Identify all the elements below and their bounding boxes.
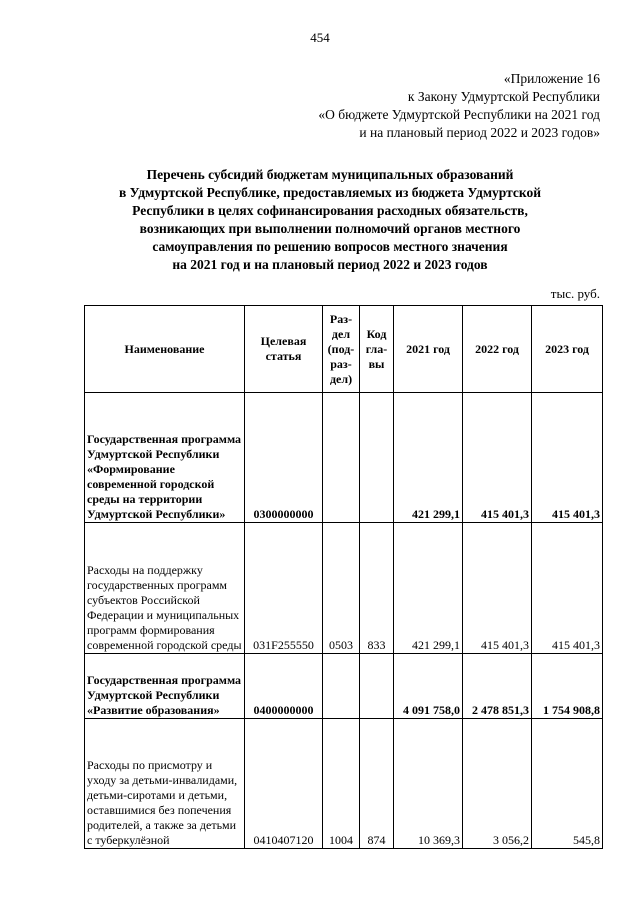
header-year-2021: 2021 год xyxy=(394,306,463,393)
cell-section xyxy=(323,393,360,523)
cell-year-2023: 415 401,3 xyxy=(532,393,603,523)
cell-year-2023: 415 401,3 xyxy=(532,523,603,654)
cell-year-2023: 545,8 xyxy=(532,719,603,849)
document-title xyxy=(70,166,590,274)
cell-year-2023: 1 754 908,8 xyxy=(532,654,603,719)
cell-target-article: 0300000000 xyxy=(245,393,323,523)
units-label: тыс. руб. xyxy=(550,286,600,301)
cell-name: Государственная программа Удмуртской Республики «Развитие образования» xyxy=(85,654,245,719)
cell-section: 0503 xyxy=(323,523,360,654)
cell-year-2021: 421 299,1 xyxy=(394,393,463,523)
header-year-2022: 2022 год xyxy=(463,306,532,393)
appendix-line: «О бюджете Удмуртской Республики на 2021 год xyxy=(318,107,600,122)
cell-year-2022: 415 401,3 xyxy=(463,393,532,523)
cell-chapter-code: 874 xyxy=(360,719,394,849)
subsidies-table xyxy=(84,305,603,849)
table-header-row xyxy=(85,306,603,393)
cell-year-2022: 3 056,2 xyxy=(463,719,532,849)
cell-chapter-code xyxy=(360,654,394,719)
appendix-line: к Закону Удмуртской Республики xyxy=(407,89,600,104)
cell-year-2022: 415 401,3 xyxy=(463,523,532,654)
title-line: на 2021 год и на плановый период 2022 и 2023 годов xyxy=(172,257,488,272)
cell-name: Расходы по присмотру и уходу за детьми-инвалидами, детьми-сиротами и детьми, оставшимися без попечения родителей, а также за детьми с туберкулёзной xyxy=(85,719,245,849)
cell-year-2021: 421 299,1 xyxy=(394,523,463,654)
title-line: самоуправления по решению вопросов местного значения xyxy=(152,239,508,254)
cell-year-2021: 10 369,3 xyxy=(394,719,463,849)
table-row xyxy=(85,393,603,523)
appendix-line: «Приложение 16 xyxy=(503,71,600,86)
header-name: Наименование xyxy=(85,306,245,393)
cell-chapter-code xyxy=(360,393,394,523)
cell-name: Расходы на поддержку государственных программ субъектов Российской Федерации и муниципальных программ формирования современной городской среды xyxy=(85,523,245,654)
appendix-reference xyxy=(240,70,600,142)
header-year-2023: 2023 год xyxy=(532,306,603,393)
page-number: 454 xyxy=(310,30,330,45)
header-section: Раз-дел (под-раз-дел) xyxy=(323,306,360,393)
header-target-article: Целевая статья xyxy=(245,306,323,393)
cell-target-article: 031F255550 xyxy=(245,523,323,654)
table-row xyxy=(85,523,603,654)
header-chapter-code: Код гла-вы xyxy=(360,306,394,393)
table-row xyxy=(85,654,603,719)
appendix-line: и на плановый период 2022 и 2023 годов» xyxy=(359,125,600,140)
cell-year-2021: 4 091 758,0 xyxy=(394,654,463,719)
cell-year-2022: 2 478 851,3 xyxy=(463,654,532,719)
cell-section: 1004 xyxy=(323,719,360,849)
cell-chapter-code: 833 xyxy=(360,523,394,654)
cell-target-article: 0400000000 xyxy=(245,654,323,719)
cell-name: Государственная программа Удмуртской Республики «Формирование современной городской среды на территории Удмуртской Республики» xyxy=(85,393,245,523)
title-line: Республики в целях софинансирования расходных обязательств, xyxy=(132,203,528,218)
cell-section xyxy=(323,654,360,719)
table-row xyxy=(85,719,603,849)
title-line: Перечень субсидий бюджетам муниципальных образований xyxy=(146,167,514,182)
title-line: возникающих при выполнении полномочий органов местного xyxy=(139,221,521,236)
cell-target-article: 0410407120 xyxy=(245,719,323,849)
title-line: в Удмуртской Республике, предоставляемых из бюджета Удмуртской xyxy=(118,185,542,200)
